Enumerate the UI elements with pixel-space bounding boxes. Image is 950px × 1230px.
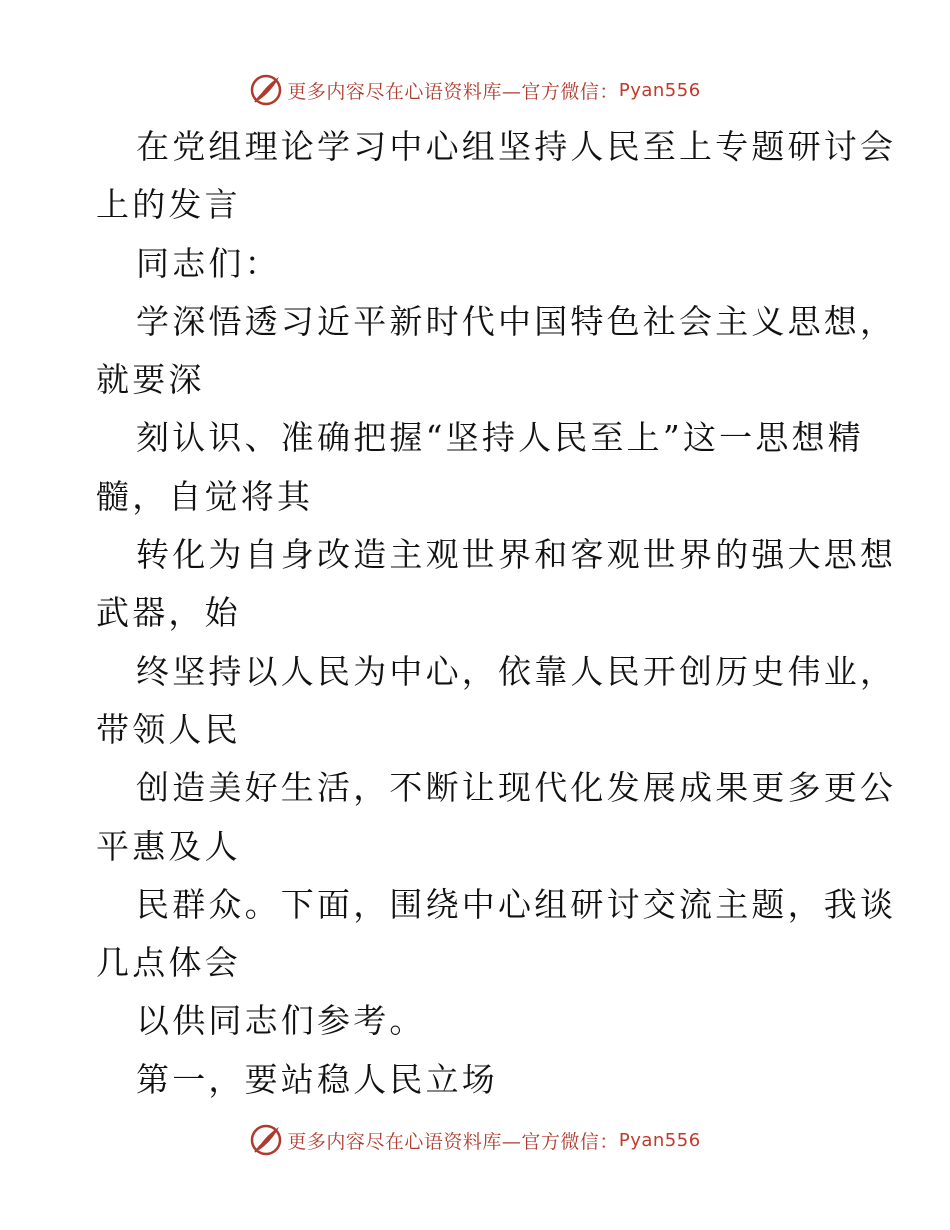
text-line: 第一，要站稳人民立场 [136, 1059, 498, 1099]
text-line: 髓，自觉将其 [96, 476, 314, 516]
document-body [96, 118, 897, 1109]
text-line: 上的发言 [96, 185, 241, 225]
feather-pen-seal-icon [249, 1123, 283, 1157]
text-line: 带领人民 [96, 709, 241, 749]
header-watermark-banner [0, 72, 950, 108]
wechat-id: Pyan556 [618, 79, 701, 101]
watermark-text: 更多内容尽在心语资料库—官方微信： [287, 80, 619, 103]
text-line: 平惠及人 [96, 826, 241, 866]
feather-pen-seal-icon [249, 73, 283, 107]
wechat-id: Pyan556 [618, 1129, 701, 1151]
text-line: 学深悟透习近平新时代中国特色社会主义思想， [136, 301, 897, 341]
text-line: 几点体会 [96, 943, 241, 983]
text-line: 以供同志们参考。 [136, 1001, 426, 1041]
text-line: 同志们： [136, 243, 281, 283]
text-line: 刻认识、准确把握“坚持人民至上”这一思想精 [136, 418, 864, 458]
watermark-text: 更多内容尽在心语资料库—官方微信： [287, 1130, 619, 1153]
text-line: 创造美好生活，不断让现代化发展成果更多更公 [136, 768, 897, 808]
text-line: 转化为自身改造主观世界和客观世界的强大思想 [136, 535, 897, 575]
text-line: 武器，始 [96, 593, 241, 633]
footer-watermark-banner [0, 1122, 950, 1158]
text-line: 就要深 [96, 360, 205, 400]
text-line: 终坚持以人民为中心，依靠人民开创历史伟业， [136, 651, 897, 691]
text-line: 在党组理论学习中心组坚持人民至上专题研讨会 [136, 127, 897, 166]
text-line: 民群众。下面，围绕中心组研讨交流主题，我谈 [136, 884, 897, 924]
